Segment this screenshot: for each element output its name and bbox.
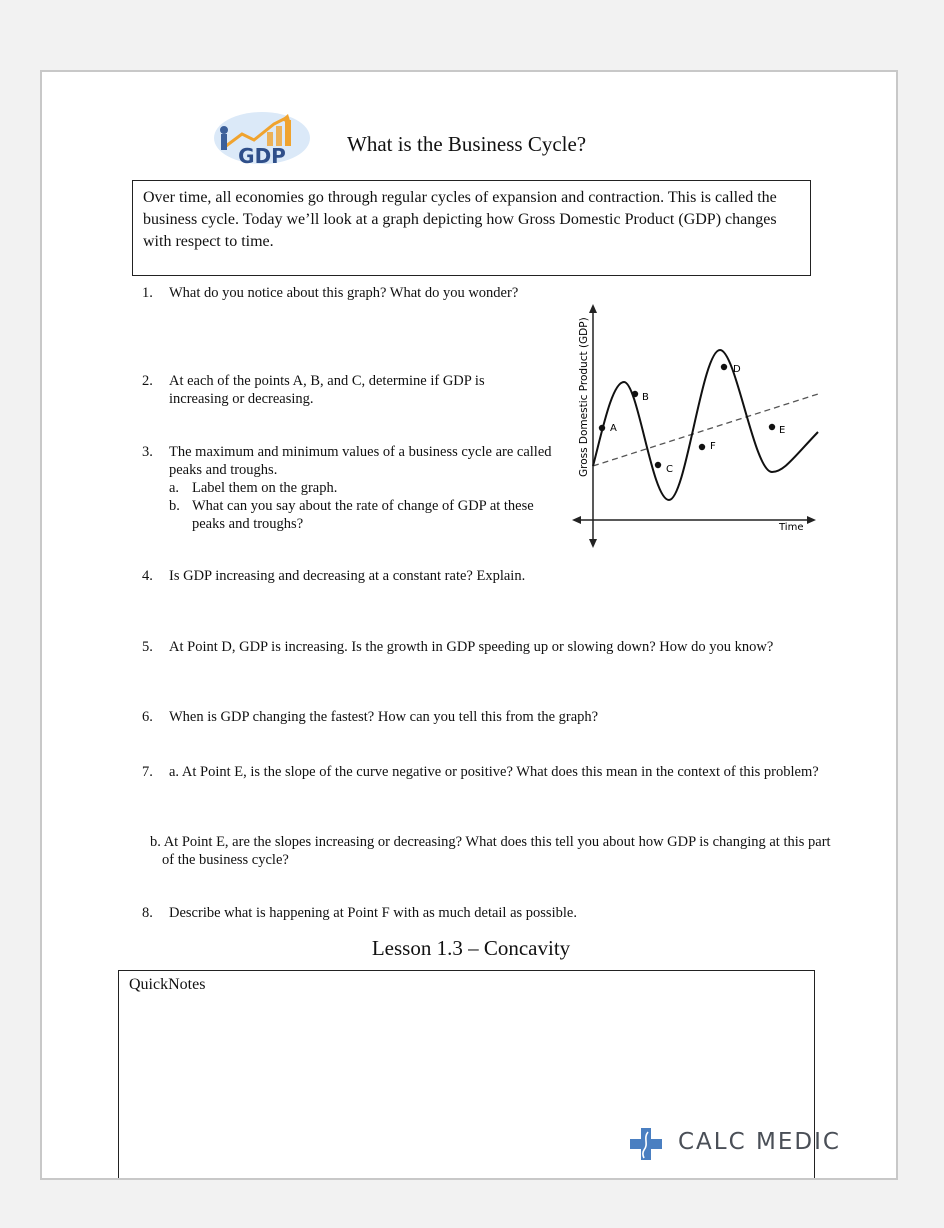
gdp-logo	[212, 110, 312, 166]
business-cycle-graph	[572, 302, 822, 550]
intro-text: Over time, all economies go through regular cycles of expansion and contraction. This is called the business cycle. Today we’ll look at a graph depicting how Gross Domestic Product (GDP) changes with respect to time.	[143, 189, 777, 250]
quicknotes-label: QuickNotes	[129, 976, 206, 993]
point-c	[655, 462, 673, 475]
svg-text:D: D	[733, 364, 741, 375]
logo-text: GDP	[238, 144, 286, 166]
y-axis-label: Gross Domestic Product (GDP)	[578, 317, 590, 477]
question-2: 2. At each of the points A, B, and C, determine if GDP is increasing or decreasing.	[142, 373, 485, 407]
question-7b: b. At Point E, are the slopes increasing or decreasing? What does this tell you about how GDP is changing at this part of the business cycle?	[150, 834, 831, 868]
svg-text:B: B	[642, 392, 649, 403]
point-e	[769, 424, 786, 436]
svg-text:C: C	[666, 464, 673, 475]
point-f	[699, 441, 716, 452]
intro-box	[132, 180, 811, 276]
brand-text: CALC MEDIC	[678, 1129, 841, 1155]
svg-text:F: F	[710, 441, 716, 452]
x-axis-label: Time	[779, 522, 804, 533]
question-3a: a. Label them on the graph.	[169, 480, 338, 496]
question-6: 6. When is GDP changing the fastest? How can you tell this from the graph?	[142, 709, 599, 725]
worksheet-page	[40, 70, 898, 1180]
question-5: 5. At Point D, GDP is increasing. Is the growth in GDP speeding up or slowing down? How do you know?	[142, 639, 774, 655]
question-7a: 7. a. At Point E, is the slope of the curve negative or positive? What does this mean in the context of this problem?	[142, 764, 819, 780]
question-3: 3. The maximum and minimum values of a business cycle are called peaks and troughs. a. Label them on the graph. b. What can you say about the rate of change of GDP at these peaks and troughs?	[142, 444, 552, 532]
svg-text:E: E	[779, 425, 786, 436]
question-3b: b. What can you say about the rate of change of GDP at these peaks and troughs?	[169, 498, 534, 532]
calc-medic-brand	[626, 1124, 856, 1166]
svg-text:A: A	[610, 423, 617, 434]
question-8: 8. Describe what is happening at Point F with as much detail as possible.	[142, 905, 577, 921]
question-4: 4. Is GDP increasing and decreasing at a constant rate? Explain.	[142, 568, 526, 584]
lesson-title: Lesson 1.3 – Concavity	[371, 936, 571, 960]
page-title: What is the Business Cycle?	[347, 132, 587, 156]
medical-cross-icon	[626, 1124, 666, 1164]
question-1: 1. What do you notice about this graph? What do you wonder?	[142, 285, 519, 301]
